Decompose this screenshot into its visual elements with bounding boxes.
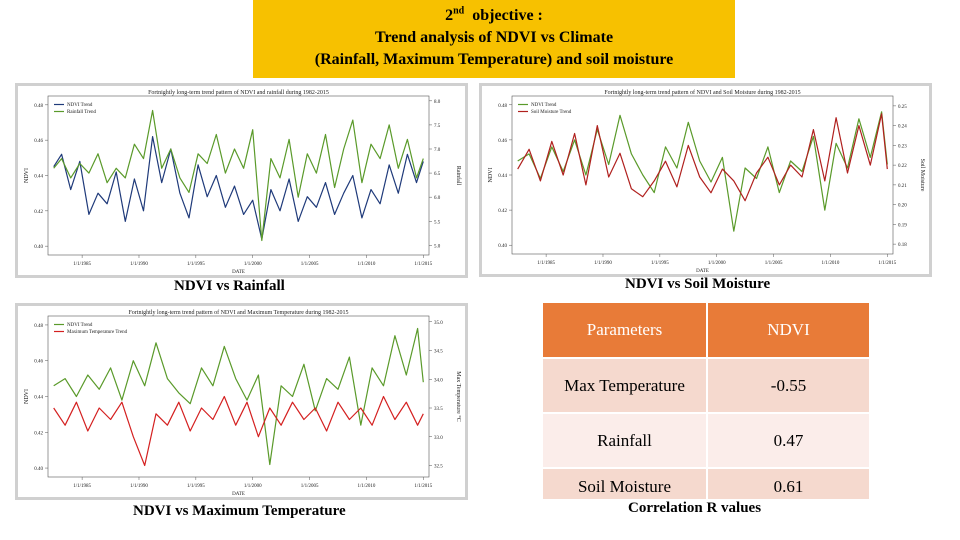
y2-axis-label: Soil Moisture (919, 158, 925, 192)
table-row (543, 468, 870, 500)
x-tick-label: 1/1/1990 (130, 262, 148, 267)
y-tick-label: 0.40 (34, 245, 43, 251)
y2-axis-label: Max Temperature °C (455, 371, 461, 422)
x-tick-label: 1/1/2005 (300, 262, 319, 267)
y2-tick-label: 6.5 (434, 172, 441, 178)
chart-title: Fortnightly long-term trend pattern of NDVI and Maximum Temperature during 1982-2015 (128, 310, 349, 316)
x-axis-label: DATE (232, 270, 245, 275)
header-ndvi: NDVI (707, 303, 870, 358)
y-tick-label: 0.46 (34, 359, 43, 365)
row-parameter: Max Temperature (543, 358, 707, 413)
x-tick-label: 1/1/2005 (764, 261, 783, 266)
y2-tick-label: 33.0 (434, 435, 443, 441)
legend-label: NDVI Trend (67, 323, 93, 328)
x-tick-label: 1/1/2015 (414, 484, 433, 489)
y2-tick-label: 5.0 (434, 244, 441, 250)
y2-tick-label: 34.5 (434, 349, 443, 355)
series-line (54, 111, 424, 241)
legend-label: Maximum Temperature Trend (67, 330, 128, 335)
banner-line-1: 2nd objective : (445, 5, 543, 24)
legend-label: NDVI Trend (67, 103, 93, 108)
y2-tick-label: 0.19 (898, 223, 907, 229)
y2-tick-label: 32.5 (434, 464, 443, 470)
plot-area (48, 316, 429, 477)
x-tick-label: 1/1/1985 (73, 262, 92, 267)
y2-tick-label: 0.21 (898, 183, 907, 189)
x-tick-label: 1/1/2000 (243, 262, 262, 267)
y2-tick-label: 8.0 (434, 99, 441, 105)
y2-tick-label: 0.20 (898, 203, 907, 209)
x-tick-label: 1/1/1985 (537, 261, 556, 266)
table-row (543, 413, 870, 468)
x-tick-label: 1/1/2015 (878, 261, 897, 266)
x-tick-label: 1/1/1990 (130, 484, 148, 489)
table-header-row (543, 303, 870, 358)
chart-ndvi-soil-moisture (479, 83, 932, 277)
header-parameters: Parameters (543, 303, 707, 358)
caption-ndvi-max-temperature: NDVI vs Maximum Temperature (133, 503, 346, 519)
y-tick-label: 0.44 (34, 395, 43, 401)
series-line (54, 137, 424, 240)
series-line (54, 329, 424, 465)
chart-title: Fortnightly long-term trend pattern of NDVI and rainfall during 1982-2015 (148, 90, 329, 96)
x-tick-label: 1/1/1995 (186, 262, 205, 267)
legend-label: Soil Moisture Trend (531, 110, 572, 115)
series-line (518, 112, 888, 231)
x-tick-label: 1/1/2010 (357, 262, 376, 267)
x-tick-label: 1/1/2000 (707, 261, 726, 266)
y-axis-label: NDVI (24, 168, 30, 183)
y2-tick-label: 33.5 (434, 407, 443, 412)
table-row (543, 358, 870, 413)
y-tick-label: 0.48 (34, 103, 43, 109)
y-tick-label: 0.44 (34, 174, 43, 180)
y-tick-label: 0.42 (498, 209, 507, 215)
x-axis-label: DATE (232, 492, 245, 497)
y-tick-label: 0.42 (34, 431, 43, 437)
y2-tick-label: 7.5 (434, 123, 441, 129)
x-tick-label: 1/1/1995 (186, 484, 205, 489)
series-line (54, 397, 424, 466)
chart-ndvi-rainfall (15, 83, 468, 278)
chart-ndvi-soil-moisture-svg (482, 86, 929, 274)
y2-tick-label: 34.0 (434, 378, 443, 384)
caption-ndvi-rainfall: NDVI vs Rainfall (174, 278, 285, 294)
banner-line-2: Trend analysis of NDVI vs Climate (374, 29, 614, 46)
row-parameter: Rainfall (543, 413, 707, 468)
y2-tick-label: 35.0 (434, 320, 443, 326)
chart-ndvi-max-temperature (15, 303, 468, 500)
y-tick-label: 0.40 (34, 467, 43, 473)
legend-label: Rainfall Trend (67, 110, 97, 115)
y2-tick-label: 0.22 (898, 164, 907, 170)
y2-tick-label: 0.24 (898, 124, 907, 130)
row-value: 0.47 (707, 413, 870, 468)
x-axis-label: DATE (696, 269, 709, 274)
row-value: -0.55 (707, 358, 870, 413)
caption-correlation: Correlation R values (628, 500, 762, 516)
x-tick-label: 1/1/1990 (594, 261, 612, 266)
banner-line-3: (Rainfall, Maximum Temperature) and soil moisture (314, 51, 674, 68)
y-tick-label: 0.48 (498, 103, 507, 109)
row-value: 0.61 (707, 468, 870, 500)
y2-tick-label: 5.5 (434, 220, 441, 226)
legend-label: NDVI Trend (531, 103, 557, 108)
y-tick-label: 0.46 (34, 139, 43, 145)
y-tick-label: 0.46 (498, 138, 507, 144)
y-axis-label: NDVI (488, 167, 494, 183)
y-tick-label: 0.44 (498, 174, 507, 179)
x-tick-label: 1/1/2010 (821, 261, 840, 266)
x-tick-label: 1/1/2000 (243, 484, 262, 489)
title-banner (253, 0, 735, 78)
y2-tick-label: 7.0 (434, 148, 441, 153)
y-axis-label: NDVI (24, 389, 30, 404)
y2-axis-label: Rainfall (455, 165, 461, 186)
y2-tick-label: 6.0 (434, 196, 441, 202)
row-parameter: Soil Moisture (543, 468, 707, 500)
y2-tick-label: 0.18 (898, 243, 907, 249)
chart-ndvi-rainfall-svg (18, 86, 465, 275)
y-tick-label: 0.40 (498, 244, 507, 250)
x-tick-label: 1/1/1985 (73, 484, 92, 489)
x-tick-label: 1/1/2015 (414, 262, 433, 267)
series-line (518, 114, 888, 201)
chart-title: Fortnightly long-term trend pattern of NDVI and Soil Moisture during 1982-2015 (604, 90, 801, 96)
y-tick-label: 0.42 (34, 209, 43, 215)
correlation-table (543, 303, 871, 501)
y2-tick-label: 0.25 (898, 104, 907, 110)
y-tick-label: 0.48 (34, 323, 43, 329)
chart-ndvi-max-temperature-svg (18, 306, 465, 497)
x-tick-label: 1/1/2010 (357, 484, 376, 489)
x-tick-label: 1/1/2005 (300, 484, 319, 489)
y2-tick-label: 0.23 (898, 144, 907, 150)
x-tick-label: 1/1/1995 (650, 261, 669, 266)
caption-ndvi-soil-moisture: NDVI vs Soil Moisture (625, 276, 771, 292)
